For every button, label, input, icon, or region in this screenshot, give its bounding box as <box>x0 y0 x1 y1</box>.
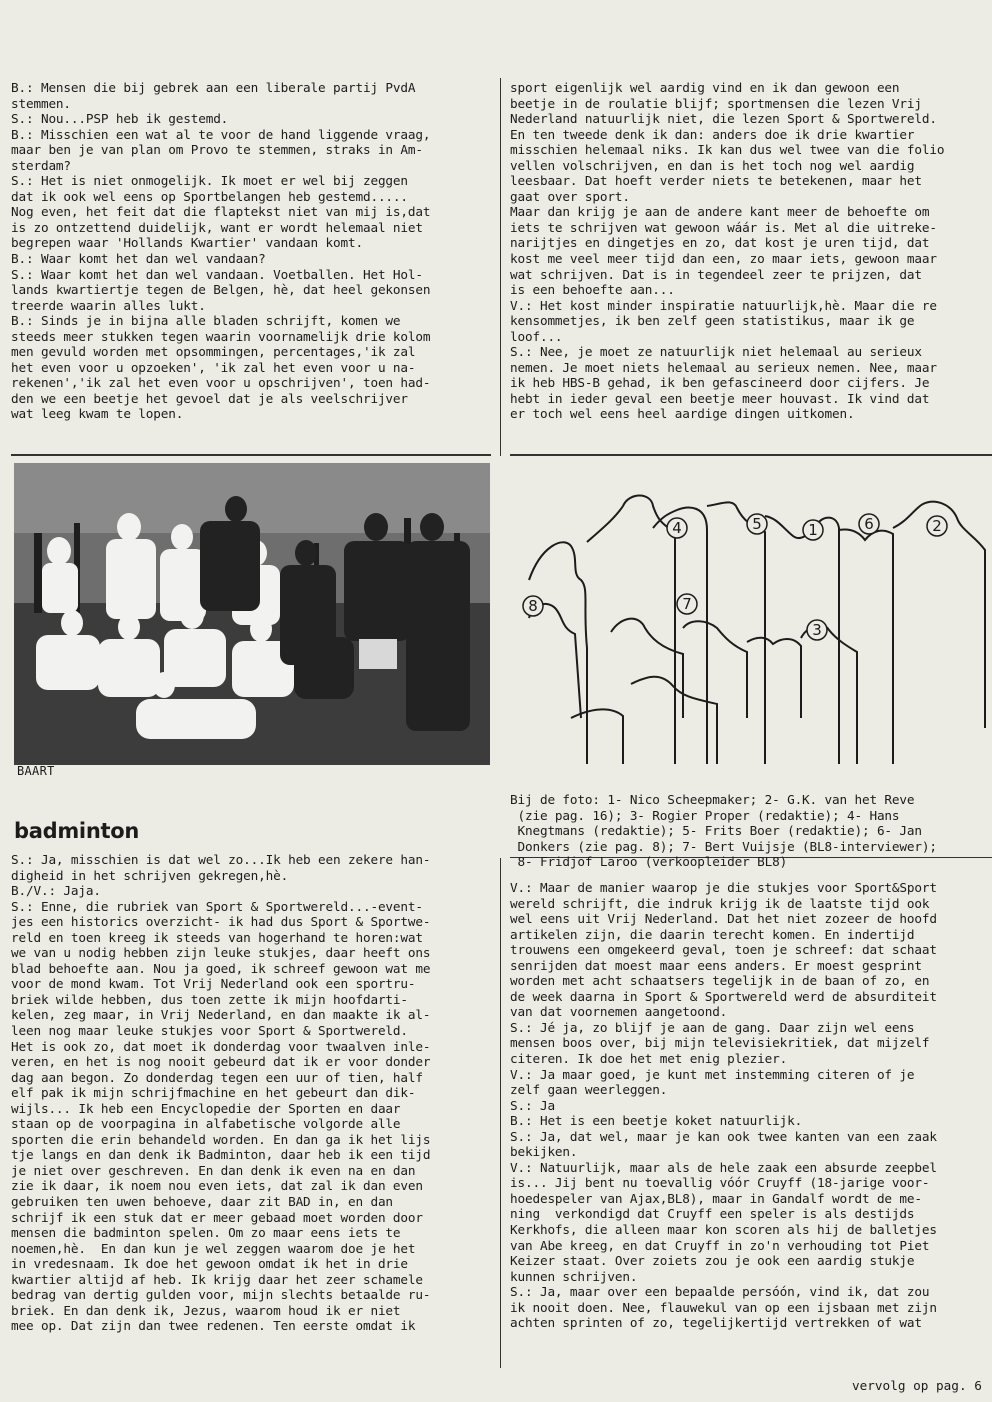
text-line: Maar dan krijg je aan de andere kant meer de behoefte om <box>510 204 930 220</box>
text-line: V.: Maar de manier waarop je die stukjes voor Sport&Sport <box>510 880 937 895</box>
text-line: Knegtmans (redaktie); 5- Frits Boer (redaktie); 6- Jan <box>510 823 922 839</box>
text-line: citeren. Ik doe het met enig plezier. <box>510 1051 788 1067</box>
text-line: blad behoefte aan. Nou ja goed, ik schreef gewoon wat me <box>11 960 431 976</box>
team-photo <box>14 463 490 765</box>
column-divider-top <box>500 78 501 456</box>
text-line: B.: Het is een beetje koket natuurlijk. <box>510 1113 803 1129</box>
text-line: S.: Ja, dat wel, maar je kan ook twee kanten van een zaak <box>510 1128 937 1144</box>
text-line: B.: Waar komt het dan wel vandaan? <box>11 251 266 267</box>
interview-column-top-left <box>11 80 491 422</box>
key-marker-6 <box>859 514 879 534</box>
column-divider-bottom <box>500 858 501 1368</box>
text-line: mensen die badminton spelen. Om zo maar eens iets te <box>11 1225 401 1241</box>
key-marker-3 <box>807 620 827 640</box>
text-line: bekijken. <box>510 1144 578 1160</box>
text-line: S.: Nou...PSP heb ik gestemd. <box>11 111 229 127</box>
interview-column-bottom-right <box>510 880 992 1331</box>
text-line: van dat voornemen aangetoond. <box>510 1004 728 1020</box>
key-number: 6 <box>864 515 874 533</box>
text-line: zie ik daar, ik noem nou even iets, dat zal ik dan even <box>11 1178 423 1194</box>
text-line: kunnen schrijven. <box>510 1268 638 1284</box>
text-line: kwartier altijd af heb. Ik krijg daar het zeer schamele <box>11 1271 423 1287</box>
text-line: sterdam? <box>11 157 71 173</box>
text-line: staan op de voorpagina in alfabetische volgorde alle <box>11 1116 401 1132</box>
interview-column-top-right <box>510 80 992 422</box>
text-line: B.: Sinds je in bijna alle bladen schrijft, komen we <box>11 313 401 329</box>
text-line: trouwens een omgekeerd geval, toen je schreef: dat schaat <box>510 942 937 958</box>
text-line: jes een historics overzicht- ik had dus Sport & Sportwe- <box>11 914 431 930</box>
text-line: steeds meer stukken tegen waarin voornamelijk drie kolom <box>11 328 431 344</box>
photo-key-outline <box>511 488 992 770</box>
text-line: B.: Mensen die bij gebrek aan een liberale partij PvdA <box>11 80 416 95</box>
text-line: ik nooit doen. Nee, flauwekul van op een ijsbaan met zijn <box>510 1299 937 1315</box>
text-line: wat leeg kwam te lopen. <box>11 406 184 422</box>
text-line: maar ben je van plan om Provo te stemmen, straks in Am- <box>11 142 423 158</box>
text-line: kelen, zeg maar, in Vrij Nederland, en dan maakte ik al- <box>11 1007 431 1023</box>
key-marker-8 <box>523 596 543 616</box>
text-line: hoedespeler van Ajax,BL8), maar in Gandalf wordt de me- <box>510 1190 922 1206</box>
text-line: reld en toen kreeg ik steeds van hogerhand te horen:wat <box>11 929 423 945</box>
text-line: gebruiken ten uwen behoeve, daar zit BAD in, en dan <box>11 1194 393 1210</box>
text-line: treerde waarin alles lukt. <box>11 297 206 313</box>
text-line: V.: Het kost minder inspiratie natuurlijk,hè. Maar die re <box>510 297 937 313</box>
text-line: lands kwartiertje tegen de Belgen, hè, dat heel gekonsen <box>11 282 431 298</box>
text-line: (zie pag. 16); 3- Rogier Proper (redaktie); 4- Hans <box>510 807 900 823</box>
text-line: in vredesnaam. Ik doe het gewoon omdat ik het in drie <box>11 1256 408 1272</box>
text-line: je niet over geschreven. En dan denk ik even na en dan <box>11 1162 416 1178</box>
text-line: S.: Ja <box>510 1097 555 1113</box>
text-line: hebt in ieder geval een beetje meer houvast. Ik vind dat <box>510 390 930 406</box>
key-number: 5 <box>752 515 762 533</box>
text-line: S.: Jé ja, zo blijf je aan de gang. Daar zijn wel eens <box>510 1019 915 1035</box>
text-line: 8- Fridjof Laroo (verkoopleider BL8) <box>510 854 788 870</box>
interview-column-bottom-left <box>11 852 491 1334</box>
text-line: gaat over sport. <box>510 188 630 204</box>
text-line: we van u nodig hebben zijn leuke stukjes, daar heeft ons <box>11 945 431 961</box>
text-line: wijls... Ik heb een Encyclopedie der Sporten en daar <box>11 1100 401 1116</box>
text-line: vellen volschrijven, en dan is het toch nog wel aardig <box>510 157 915 173</box>
continuation-note: vervolg op pag. 6 <box>852 1378 982 1393</box>
text-line: S.: Het is niet onmogelijk. Ik moet er wel bij zeggen <box>11 173 408 189</box>
text-line: S.: Waar komt het dan wel vandaan. Voetballen. Het Hol- <box>11 266 423 282</box>
section-heading: badminton <box>14 819 139 843</box>
text-line: sport eigenlijk wel aardig vind en ik dan gewoon een <box>510 80 900 95</box>
photo-credit: BAART <box>17 764 55 778</box>
text-line: ning verkondigd dat Cruyff een speler is als destijds <box>510 1206 915 1222</box>
text-line: wereld schrijft, die indruk krijg ik de laatste tijd ook <box>510 895 930 911</box>
text-line: narijtjes en dingetjes en zo, dat kost je uren tijd, dat <box>510 235 930 251</box>
text-line: voor de mond kwam. Tot Vrij Nederland ook een sportru- <box>11 976 416 992</box>
text-line: het even voor u opzoeken', 'ik zal het even voor u na- <box>11 359 416 375</box>
text-line: B./V.: Jaja. <box>11 883 101 899</box>
key-marker-5 <box>747 514 767 534</box>
text-line: B.: Misschien een wat al te voor de hand liggende vraag, <box>11 126 431 142</box>
text-line: de week daarna in Sport & Sportwereld werd de absurditeit <box>510 988 937 1004</box>
key-number: 3 <box>812 621 822 639</box>
text-line: S.: Enne, die rubriek van Sport & Sportwereld...-event- <box>11 898 423 914</box>
text-line: S.: Nee, je moet ze natuurlijk niet helemaal au serieux <box>510 344 922 360</box>
text-line: iets te schrijven wat gewoon wáár is. Met al die uitreke- <box>510 219 937 235</box>
horizontal-rule-right <box>510 454 992 456</box>
text-line: En ten tweede denk ik dan: anders doe ik drie kwartier <box>510 126 915 142</box>
key-number: 8 <box>528 597 538 615</box>
text-line: zelf gaan weerleggen. <box>510 1082 668 1098</box>
text-line: Nog even, het feit dat die flaptekst niet van mij is,dat <box>11 204 431 220</box>
text-line: S.: Ja, maar over een bepaalde persóón, vind ik, dat zou <box>510 1284 930 1300</box>
text-line: kost me veel meer tijd dan een, zo maar iets, gewoon maar <box>510 251 937 267</box>
key-marker-1 <box>803 520 823 540</box>
photo-key-diagram <box>511 488 992 770</box>
text-line: mensen boos over, bij mijn televisiekritiek, dat mijzelf <box>510 1035 930 1051</box>
text-line: sporten die erin behandeld worden. En dan ga ik het lijs <box>11 1131 431 1147</box>
text-line: is... Jij bent nu toevallig vóór Cruyff (18-jarige voor- <box>510 1175 930 1191</box>
text-line: V.: Natuurlijk, maar als de hele zaak een absurde zeepbel <box>510 1159 937 1175</box>
photo-caption <box>510 792 992 870</box>
key-number: 4 <box>672 519 682 537</box>
text-line: bedrag van dertig gulden voor, mijn slechts betaalde ru- <box>11 1287 431 1303</box>
key-marker-4 <box>667 518 687 538</box>
key-marker-2 <box>927 516 947 536</box>
text-line: misschien helemaal niks. Ik kan dus wel twee van die folio <box>510 142 945 158</box>
text-line: noemen,hè. En dan kun je wel zeggen waarom doe je het <box>11 1240 416 1256</box>
team-photo-image <box>14 463 490 765</box>
text-line: artikelen zijn, die daarin terecht komen. En indertijd <box>510 926 915 942</box>
text-line: den we een beetje het gevoel dat je als veelschrijver <box>11 390 408 406</box>
text-line: mee op. Dat zijn dan twee redenen. Ten eerste omdat ik <box>11 1318 416 1334</box>
text-line: wel eens uit Vrij Nederland. Dat het niet zozeer de hoofd <box>510 911 937 927</box>
text-line: is een behoefte aan... <box>510 282 675 298</box>
text-line: V.: Ja maar goed, je kunt met instemming citeren of je <box>510 1066 915 1082</box>
text-line: digheid in het schrijven gekregen,hè. <box>11 867 289 883</box>
key-number: 2 <box>932 517 942 535</box>
text-line: begrepen waar 'Hollands Kwartier' vandaan komt. <box>11 235 363 251</box>
text-line: rekenen','ik zal het even voor u opschrijven', toen had- <box>11 375 431 391</box>
text-line: achten sprinten of zo, tegelijkertijd vertrekken of wat <box>510 1315 922 1331</box>
text-line: veren, en het is nog nooit gebeurd dat ik er voor donder <box>11 1054 431 1070</box>
text-line: leesbaar. Dat hoeft verder niets te betekenen, maar het <box>510 173 922 189</box>
text-line: wat schrijven. Dat is in tegendeel zeer te prijzen, dat <box>510 266 922 282</box>
text-line: men gevuld worden met opsommingen, percentages,'ik zal <box>11 344 416 360</box>
text-line: leen nog maar leuke stukjes voor Sport & Sportwereld. <box>11 1023 408 1039</box>
key-marker-7 <box>677 594 697 614</box>
text-line: loof... <box>510 328 563 344</box>
key-number: 1 <box>808 521 818 539</box>
text-line: er toch wel eens heel aardige dingen uitkomen. <box>510 406 855 422</box>
text-line: beetje in de roulatie blijf; sportmensen die lezen Vrij <box>510 95 922 111</box>
text-line: Donkers (zie pag. 8); 7- Bert Vuijsje (BL8-interviewer); <box>510 838 937 854</box>
key-number: 7 <box>682 595 692 613</box>
text-line: worden met acht schaatsers tegelijk in de baan of zo, en <box>510 973 930 989</box>
text-line: Kerkhofs, die alleen maar kon scoren als hij de balletjes <box>510 1222 937 1238</box>
text-line: senrijden dat moest maar eens anders. Er moest gesprint <box>510 957 922 973</box>
text-line: stemmen. <box>11 95 71 111</box>
text-line: ik heb HBS-B gehad, ik ben gefascineerd door cijfers. Je <box>510 375 930 391</box>
text-line: Bij de foto: 1- Nico Scheepmaker; 2- G.K. van het Reve <box>510 792 915 807</box>
text-line: briek wilde hebben, dus toen zette ik mijn hoofdarti- <box>11 991 408 1007</box>
text-line: is zo ontzettend duidelijk, want er wordt helemaal niet <box>11 219 423 235</box>
text-line: elf pak ik mijn schrijfmachine en het gebeurt dan dik- <box>11 1085 416 1101</box>
text-line: tje langs en dan denk ik Badminton, daar heb ik een tijd <box>11 1147 431 1163</box>
text-line: van Abe kreeg, en dat Cruyff in zo'n verhouding tot Piet <box>510 1237 930 1253</box>
horizontal-rule-left <box>11 454 491 456</box>
text-line: Het is ook zo, dat moet ik donderdag voor twaalven inle- <box>11 1038 431 1054</box>
text-line: dat ik ook wel eens op Sportbelangen heb gestemd..... <box>11 188 408 204</box>
text-line: S.: Ja, misschien is dat wel zo...Ik heb een zekere han- <box>11 852 431 867</box>
text-line: briek. En dan denk ik, Jezus, waarom houd ik er niet <box>11 1302 401 1318</box>
text-line: nemen. Je moet niets helemaal au serieux nemen. Nee, maar <box>510 359 937 375</box>
text-line: dag aan begon. Zo donderdag tegen een uur of tien, half <box>11 1069 423 1085</box>
text-line: Keizer staat. Over zoiets zou je ook een aardig stukje <box>510 1253 915 1269</box>
text-line: kensommetjes, ik ben zelf geen statistikus, maar ik ge <box>510 313 915 329</box>
text-line: Nederland natuurlijk niet, die lezen Sport & Sportwereld. <box>510 111 937 127</box>
text-line: schrijf ik een stuk dat er meer gebaad moet worden door <box>11 1209 423 1225</box>
